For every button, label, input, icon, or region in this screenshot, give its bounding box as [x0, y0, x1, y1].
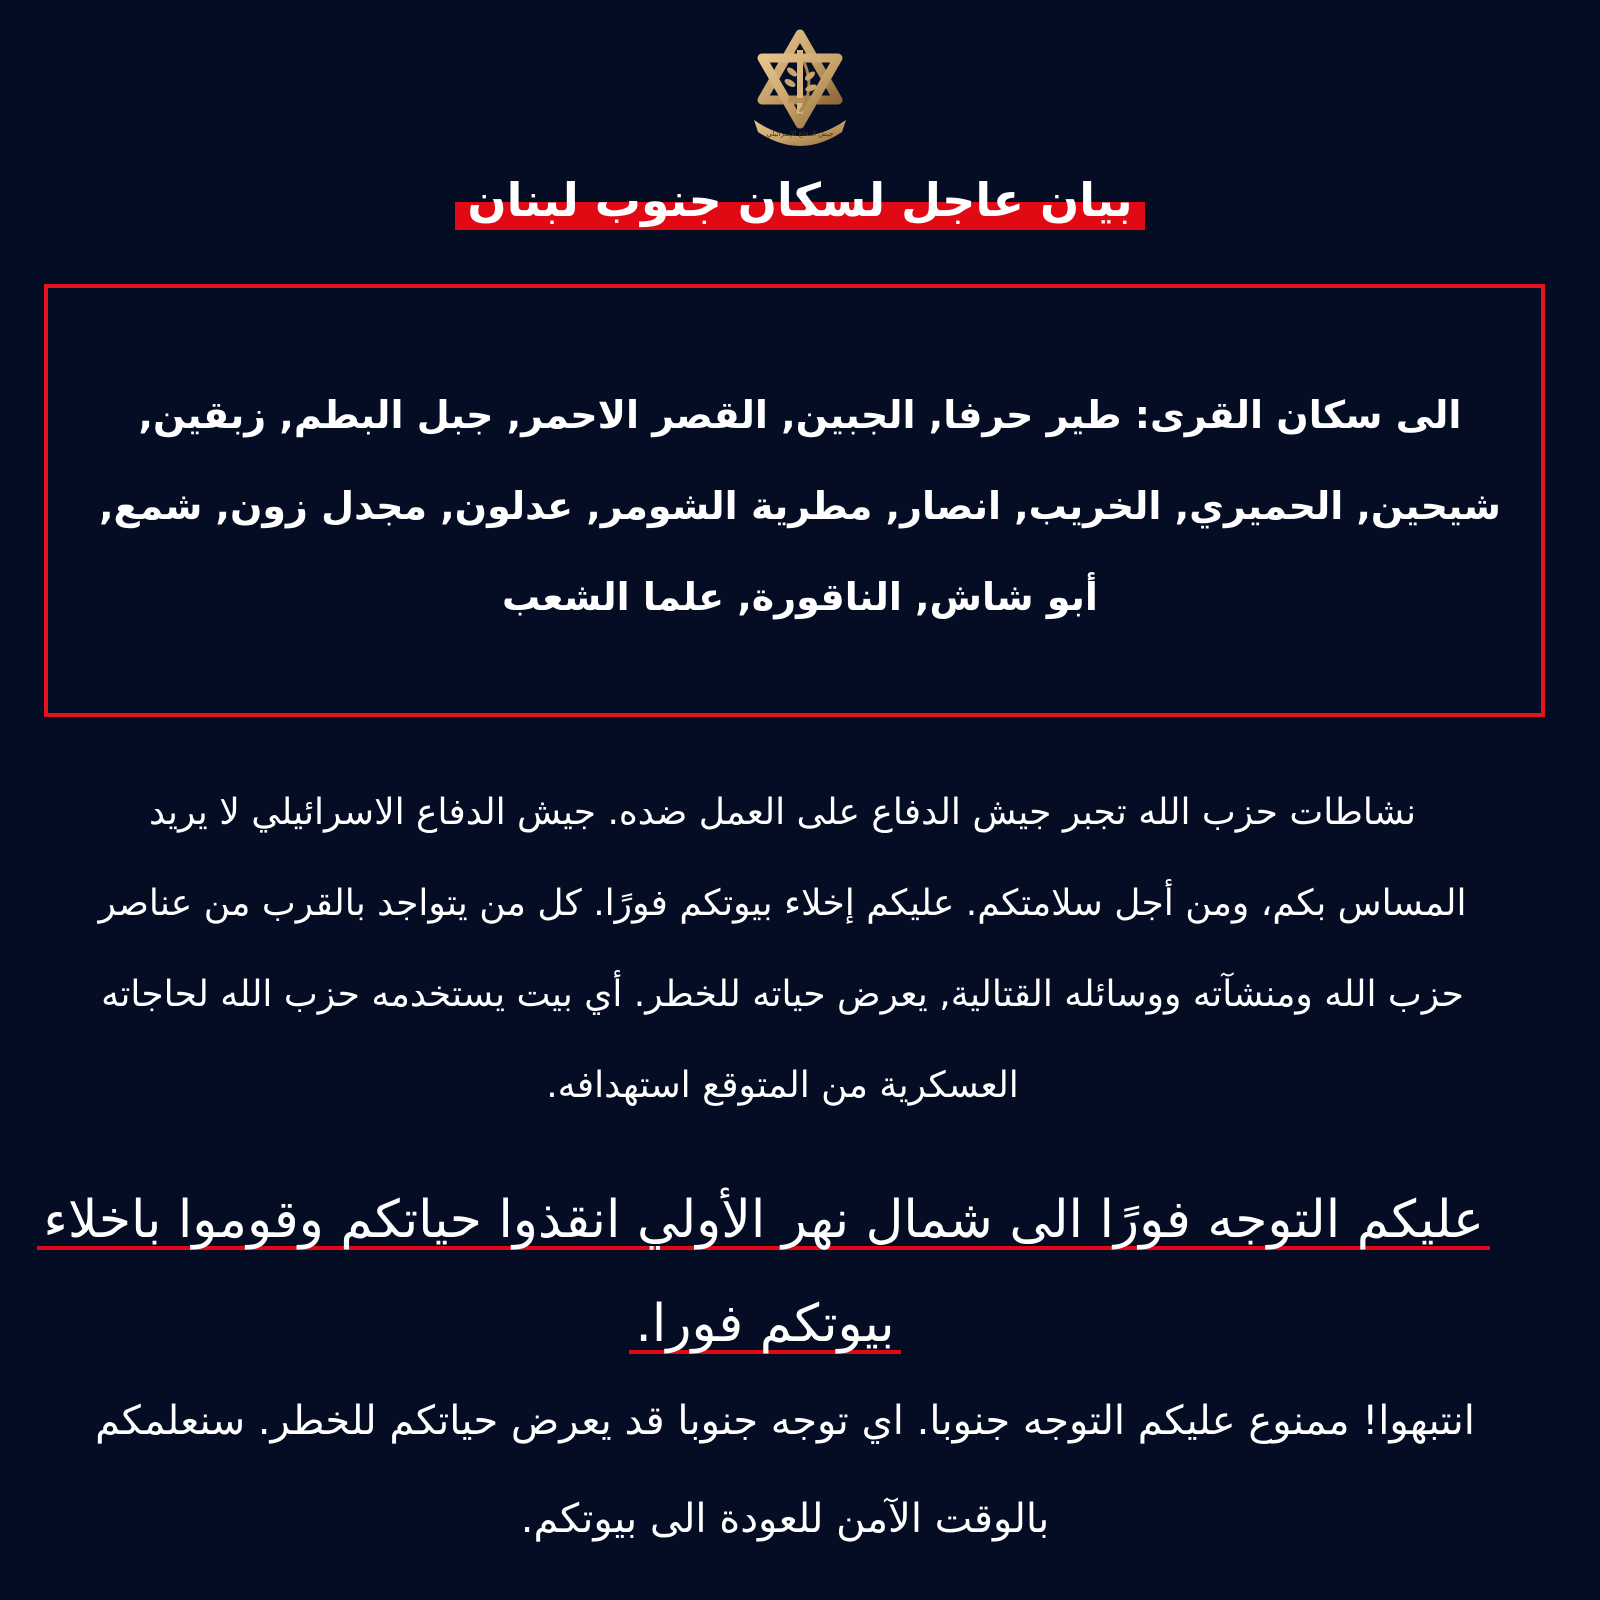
emblem-banner-text: جيش الدفاع الإسرائيلي [766, 130, 834, 138]
evacuation-alert-text: عليكم التوجه فورًا الى شمال نهر الأولي انقذوا حياتكم وقوموا باخلاء بيوتكم فورا. [37, 1190, 1490, 1354]
evacuation-alert [40, 1168, 1490, 1376]
title-wrap [0, 168, 1600, 232]
statement-paragraph: نشاطات حزب الله تجبر جيش الدفاع على العمل ضده. جيش الدفاع الاسرائيلي لا يريد المساس بكم، ومن أجل سلامتكم. عليكم إخلاء بيوتكم فورًا. كل من يتواجد بالقرب من عناصر حزب الله ومنشآته ووسائله القتالية, يعرض حياته للخطر. أي بيت يستخدمه حزب الله لحاجاته العسكرية من المتوقع استهدافه. [98, 792, 1467, 1106]
warning-paragraph: انتبهوا! ممنوع عليكم التوجه جنوبا. اي توجه جنوبا قد يعرض حياتكم للخطر. سنعلمكم بالوقت الآمن للعودة الى بيوتكم. [95, 1398, 1475, 1542]
idf-emblem-icon [740, 28, 860, 148]
page-title: بيان عاجل لسكان جنوب لبنان [455, 168, 1144, 232]
villages-list: الى سكان القرى: طير حرفا, الجبين, القصر الاحمر, جبل البطم, زبقين, شيحين, الحميري, الخريب, انصار, مطرية الشومر, عدلون, مجدل زون, شمع, أبو شاش, الناقورة, علما الشعب [99, 393, 1501, 619]
